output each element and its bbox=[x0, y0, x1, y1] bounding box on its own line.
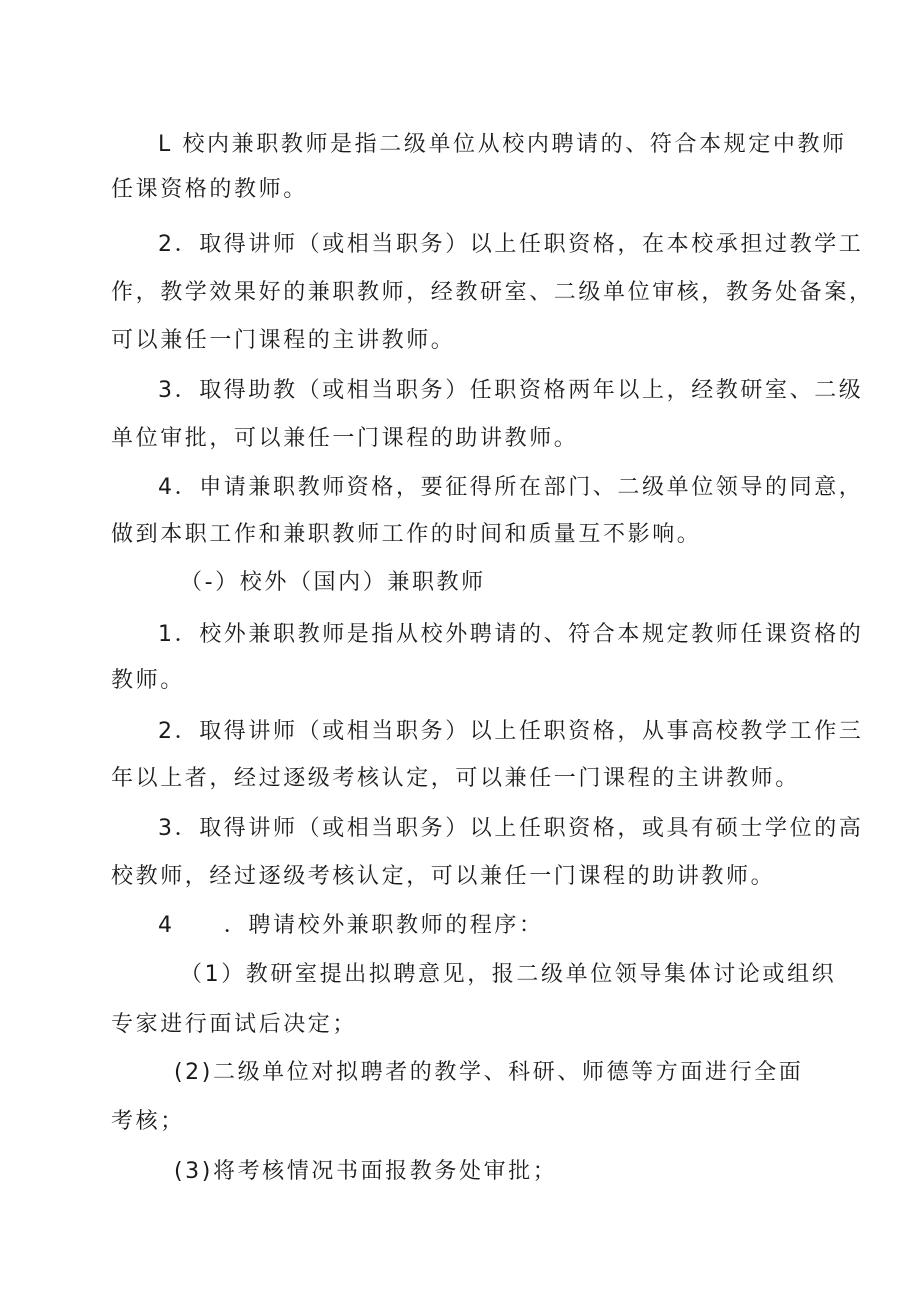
text-line: 4 ．聘请校外兼职教师的程序： bbox=[158, 913, 544, 938]
text-line: 教师。 bbox=[111, 668, 185, 693]
text-line: 1．校外兼职教师是指从校外聘请的、符合本规定教师任课资格的 bbox=[158, 622, 864, 647]
text-line: 单位审批，可以兼任一门课程的助讲教师。 bbox=[111, 426, 579, 451]
text-line: 任课资格的教师。 bbox=[111, 177, 308, 202]
text-line: 可以兼任一门课程的主讲教师。 bbox=[111, 328, 456, 353]
text-line: 3．取得助教（或相当职务）任职资格两年以上，经教研室、二级 bbox=[158, 378, 864, 403]
section-heading: （-）校外（国内）兼职教师 bbox=[180, 570, 486, 595]
text-line: (3)将考核情况书面报教务处审批； bbox=[174, 1159, 558, 1184]
text-line: L 校内兼职教师是指二级单位从校内聘请的、符合本规定中教师 bbox=[158, 132, 847, 157]
text-line: 2．取得讲师（或相当职务）以上任职资格，从事高校教学工作三 bbox=[158, 719, 864, 744]
text-line: （1）教研室提出拟聘意见，报二级单位领导集体讨论或组织 bbox=[180, 962, 837, 987]
text-line: 2．取得讲师（或相当职务）以上任职资格，在本校承担过教学工 bbox=[158, 232, 864, 257]
text-line: 做到本职工作和兼职教师工作的时间和质量互不影响。 bbox=[111, 522, 702, 547]
text-line: 3．取得讲师（或相当职务）以上任职资格，或具有硕士学位的高 bbox=[158, 816, 864, 841]
text-line: 专家进行面试后决定； bbox=[111, 1012, 358, 1037]
text-line: 年以上者，经过逐级考核认定，可以兼任一门课程的主讲教师。 bbox=[111, 766, 800, 791]
text-line: 4．申请兼职教师资格，要征得所在部门、二级单位领导的同意， bbox=[158, 475, 864, 500]
text-line: 作，教学效果好的兼职教师，经教研室、二级单位审核，教务处备案， bbox=[111, 280, 874, 305]
text-line: (2)二级单位对拟聘者的教学、科研、师德等方面进行全面 bbox=[174, 1060, 804, 1085]
text-line: 考核； bbox=[111, 1109, 185, 1134]
text-line: 校教师，经过逐级考核认定，可以兼任一门课程的助讲教师。 bbox=[111, 864, 776, 889]
